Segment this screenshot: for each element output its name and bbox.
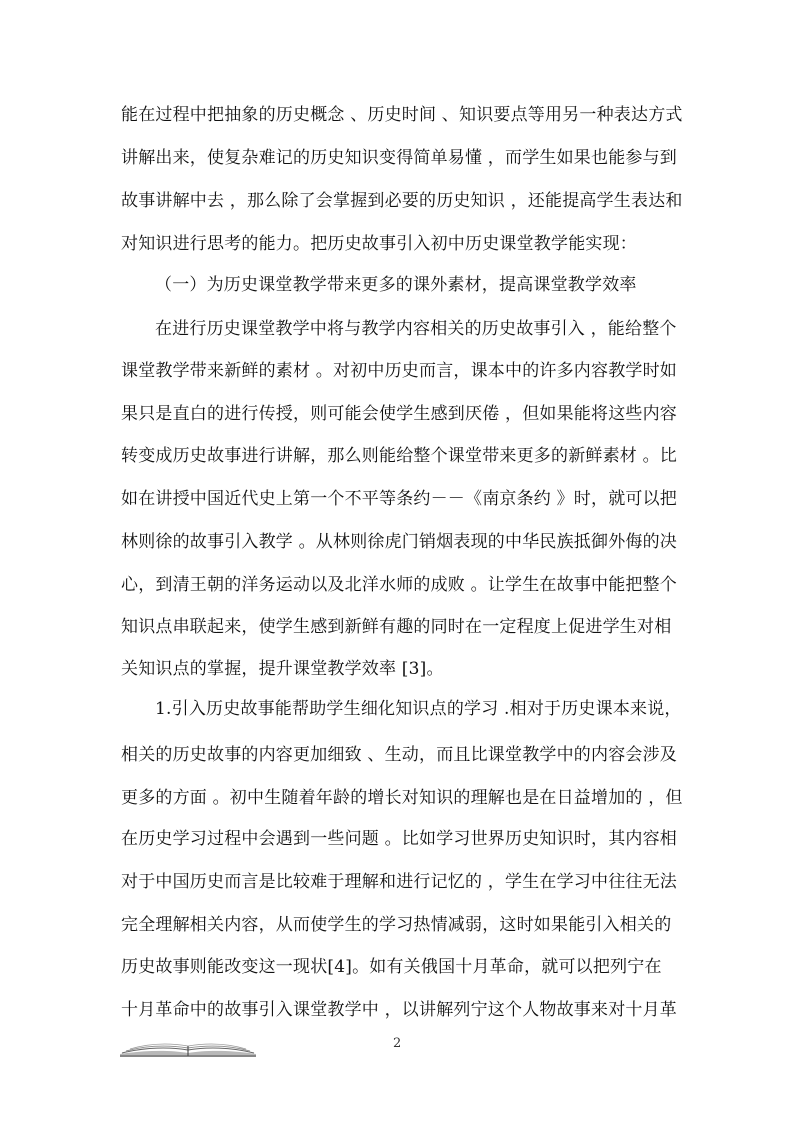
text-line: 对于中国历史而言是比较难于理解和进行记忆的 ，学生在学习中往往无法: [121, 872, 678, 892]
text-line: 故事讲解中去 ，那么除了会掌握到必要的历史知识 ，还能提高学生表达和: [121, 191, 683, 211]
text-line: 在进行历史课堂教学中将与教学内容相关的历史故事引入 ，能给整个: [155, 319, 677, 339]
page-number: 2: [393, 1036, 402, 1051]
text-line: 课堂教学带来新鲜的素材 。对初中历史而言，课本中的许多内容教学时如: [121, 361, 678, 381]
text-line: 转变成历史故事进行讲解，那么则能给整个课堂带来更多的新鲜素材 。比: [121, 446, 678, 466]
text-line: 能在过程中把抽象的历史概念 、历史时间 、知识要点等用另一种表达方式: [121, 105, 683, 125]
text-line: 历史故事则能改变这一现状[4]。如有关俄国十月革命，就可以把列宁在: [121, 957, 662, 977]
text-line: 心，到清王朝的洋务运动以及北洋水师的成败 。让学生在故事中能把整个: [121, 575, 678, 595]
text-line: 完全理解相关内容，从而使学生的学习热情减弱，这时如果能引入相关的: [121, 915, 672, 935]
text-line: 对知识进行思考的能力。把历史故事引入初中历史课堂教学能实现：: [121, 234, 637, 254]
text-line: 在历史学习过程中会遇到一些问题 。比如学习世界历史知识时，其内容相: [121, 829, 678, 849]
text-line: 如在讲授中国近代史上第一个不平等条约－－《南京条约 》时，就可以把: [121, 489, 678, 509]
text-line: 讲解出来，使复杂难记的历史知识变得简单易懂 ，而学生如果也能参与到: [121, 148, 678, 168]
text-line: 林则徐的故事引入教学 。从林则徐虎门销烟表现的中华民族抵御外侮的决: [121, 532, 678, 552]
text-line: 相关的历史故事的内容更加细致 、生动，而且比课堂教学中的内容会涉及: [121, 745, 678, 765]
book-emblem-icon: [118, 1036, 258, 1058]
subsection-paragraph-start: 1.引入历史故事能帮助学生细化知识点的学习 .相对于历史课本来说，: [155, 699, 682, 719]
text-line: 关知识点的掌握，提升课堂教学效率 [3]。: [121, 659, 444, 679]
text-line: 更多的方面 。初中生随着年龄的增长对知识的理解也是在日益增加的 ，但: [121, 788, 683, 808]
text-line: 果只是直白的进行传授，则可能会使学生感到厌倦 ，但如果能将这些内容: [121, 404, 678, 424]
text-line: 十月革命中的故事引入课堂教学中 ，以讲解列宁这个人物故事来对十月革: [121, 1000, 678, 1020]
text-line: 知识点串联起来，使学生感到新鲜有趣的同时在一定程度上促进学生对相: [121, 617, 672, 637]
section-heading: （一）为历史课堂教学带来更多的课外素材，提高课堂教学效率: [155, 275, 637, 295]
